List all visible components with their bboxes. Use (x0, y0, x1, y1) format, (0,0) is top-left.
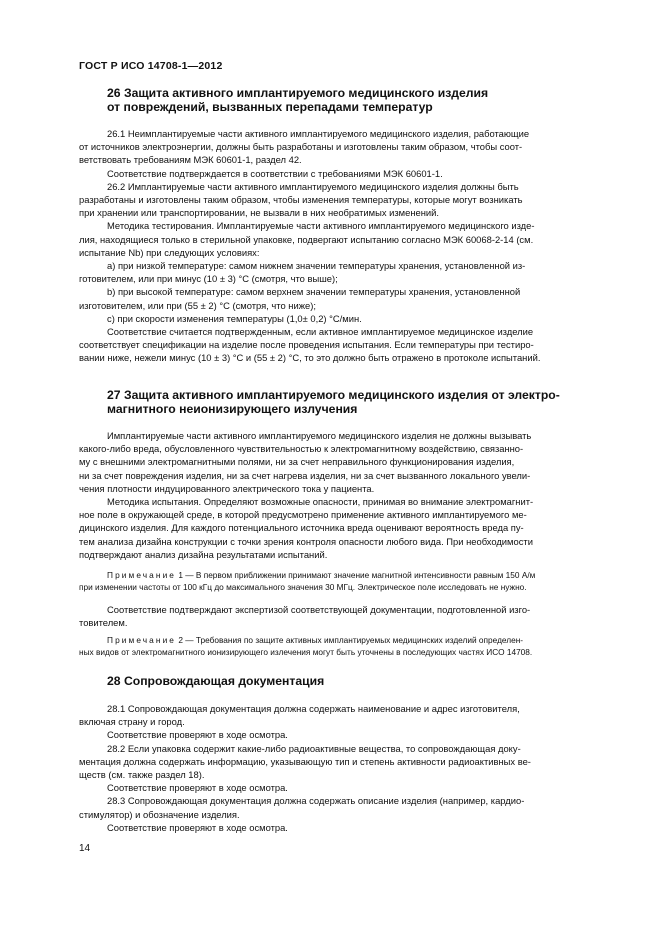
paragraph: Соответствие проверяют в ходе осмотра. (107, 821, 288, 833)
paragraph: Соответствие проверяют в ходе осмотра. (107, 729, 288, 741)
paragraph: Соответствие подтверждается в соответствии с требованиями МЭК 60601-1. (107, 167, 443, 179)
paragraph: 28.2 Если упаковка содержит какие-либо радиоактивные вещества, то сопровождающая доку- ментация должна содержать информацию, указывающую тип и степень активности радиоактивных ве- ществ (см. также раздел 18). (79, 742, 531, 781)
section-26 (79, 86, 587, 114)
paragraph: Соответствие проверяют в ходе осмотра. (107, 782, 288, 794)
note-2 (79, 634, 587, 658)
section-28-body (79, 702, 587, 834)
section-27-body (79, 429, 587, 561)
section-27-title: 27 Защита активного имплантируемого медицинского изделия от электро- магнитного неионизирующего излучения (107, 388, 560, 416)
paragraph: Соответствие считается подтвержденным, если активное имплантируемое медицинское изделие соответствует спецификации на изделие после проведения испытания. Если температуры при тестиро- вании ниже, нежели минус (10 ± 3) °С и (55 ± 2) °С, то это должно быть отражено в протоколе испытаний. (79, 326, 541, 364)
note-1-label: Примечание (107, 570, 177, 580)
paragraph: 28.1 Сопровождающая документация должна содержать наименование и адрес изготовителя, включая страну и город. (79, 703, 520, 728)
section-27-conformity (79, 603, 587, 629)
page-number: 14 (79, 843, 91, 854)
note-1 (79, 569, 587, 593)
paragraph: Соответствие подтверждают экспертизой соответствующей документации, подготовленной изго- товителем. (79, 604, 531, 629)
note-2-text: 2 — Требования по защите активных имплантируемых медицинских изделий определен- ных видов от электромагнитного ионизирующего излечения могут быть уточнены в последующих частях ИСО 14708. (79, 635, 533, 657)
paragraph: 26.1 Неимплантируемые части активного имплантируемого медицинского изделия, работающие от источников электроэнергии, должны быть разработаны и изготовлены таким образом, чтобы соот- ветствовать требованиям МЭК 60601-1, раздел 42. (79, 128, 530, 166)
section-26-title: 26 Защита активного имплантируемого медицинского изделия от повреждений, вызванных перепадами температур (107, 86, 489, 114)
paragraph: а) при низкой температуре: самом нижнем значении температуры хранения, установленной из- готовителем, или при минус (10 ± 3) °С (смотря, что выше); (79, 260, 526, 285)
section-28 (79, 674, 587, 688)
paragraph: Методика испытания. Определяют возможные опасности, принимая во внимание электромагнит- ное поле в окружающей среде, в которой предусмотрено применение активного имплантируемого ме- дицинского изделия. Для каждого потенциального источника вреда оценивают вероятность вреда пу- тем анализа дизайна конструкции с точки зрения контроля опасности любого вида. При необходимости подтверждают анализ дизайна результатами испытаний. (79, 496, 534, 560)
paragraph: 26.2 Имплантируемые части активного имплантируемого медицинского изделия должны быть разработаны и изготовлены таким образом, чтобы изменения температуры, которые могут возникать при хранении или транспортировании, не вызвали в них необратимых изменений. (79, 180, 523, 219)
paragraph: 28.3 Сопровождающая документация должна содержать описание изделия (например, кардио- стимулятор) и обозначение изделия. (79, 795, 525, 820)
paragraph: b) при высокой температуре: самом верхнем значении температуры хранения, установленной изготовителем, или при (55 ± 2) °С (смотря, что ниже); (79, 286, 521, 311)
paragraph: Имплантируемые части активного имплантируемого медицинского изделия не должны вызывать какого-либо вреда, обусловленного чувствительностью к электромагнитному воздействию, связанно- му с внешними электромагнитными полями, ни за счет неправильного функционирования изделия, ни за счет повреждения изделия, ни за счет нагрева изделия, ни за счет вызванного локального увели- чения плотности индуцированного электрического тока у пациента. (79, 430, 532, 494)
note-1-text: 1 — В первом приближении принимают значение магнитной интенсивности равным 150 А/м при изменении частоты от 100 кГц до максимального значения 30 МГц. Электрическое поле исследовать не нужно. (79, 570, 536, 592)
section-27 (79, 388, 587, 416)
note-2-label: Примечание (107, 635, 177, 645)
paragraph: с) при скорости изменения температуры (1,0± 0,2) °С/мин. (107, 312, 362, 324)
section-26-body (79, 127, 587, 365)
section-28-title: 28 Сопровождающая документация (107, 674, 325, 688)
paragraph: Методика тестирования. Имплантируемые части активного имплантируемого медицинского изде- лия, находящиеся только в стерильной упаковке, подвергают испытанию согласно МЭК 60068-2-14 (см. испытание Nb) при следующих условиях: (79, 220, 535, 258)
standard-header: ГОСТ Р ИСО 14708-1—2012 (79, 60, 223, 72)
